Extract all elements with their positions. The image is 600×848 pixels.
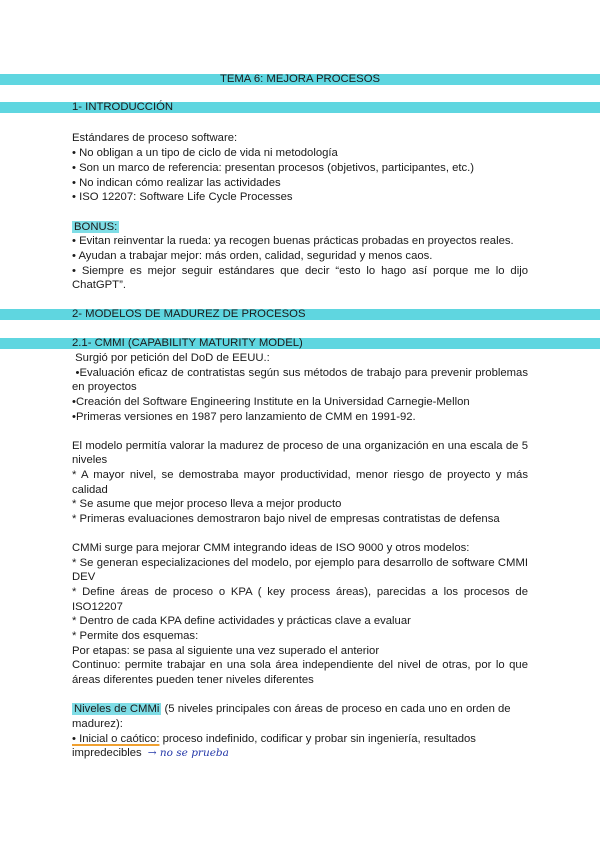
level1-label: • Inicial o caótico: (72, 733, 160, 745)
handwritten-note: → no se prueba (147, 747, 229, 759)
levels-description: (5 niveles principales con áreas de proceso en cada uno en orden de (161, 703, 511, 715)
bonus-label: BONUS: (74, 221, 118, 233)
model-line: El modelo permitía valorar la madurez de proceso de una organización en una escala de 5 (72, 440, 528, 452)
levels-line (72, 702, 528, 717)
cmmi-line: * Define áreas de proceso o KPA ( key process áreas), parecidas a los procesos de (72, 586, 528, 598)
cmmi-origin-line: •Creación del Software Engineering Institute en la Universidad Carnegie-Mellon (72, 396, 470, 408)
model-line: niveles (72, 454, 108, 466)
section1-bullet: • No obligan a un tipo de ciclo de vida ni metodología (72, 147, 338, 159)
document-title: TEMA 6: MEJORA PROCESOS (219, 73, 381, 85)
level1-line-2 (72, 746, 528, 761)
cmmi-origin-line: en proyectos (72, 381, 137, 393)
level1-line (72, 732, 528, 747)
section2-heading: 2- MODELOS DE MADUREZ DE PROCESOS (72, 308, 306, 320)
level1-continuation: impredecibles (72, 747, 142, 759)
cmmi-line: * Se generan especializaciones del modelo, por ejemplo para desarrollo de software CMMI (72, 557, 528, 569)
level1-description: proceso indefinido, codificar y probar sin ingeniería, resultados (159, 733, 476, 745)
cmmi-line: Por etapas: se pasa al siguiente una vez superado el anterior (72, 645, 380, 657)
bonus-bullet: • Evitan reinventar la rueda: ya recogen buenas prácticas probadas en proyectos reales. (72, 235, 514, 247)
model-line: * Se asume que mejor proceso lleva a mejor producto (72, 498, 342, 510)
bonus-line (72, 220, 528, 235)
section1-bullet: • No indican cómo realizar las actividades (72, 177, 281, 189)
section1-intro: Estándares de proceso software: (72, 132, 238, 144)
cmmi-line: Continuo: permite trabajar en una sola área independiente del nivel de otras, por lo que (72, 659, 528, 671)
bonus-bullet: • Ayudan a trabajar mejor: más orden, calidad, seguridad y menos caos. (72, 250, 433, 262)
cmmi-origin-line: •Primeras versiones en 1987 pero lanzamiento de CMM en 1991-92. (72, 411, 416, 423)
levels-line-2: madurez): (72, 718, 123, 730)
section1-heading: 1- INTRODUCCIÓN (72, 101, 174, 113)
model-line: * Primeras evaluaciones demostraron bajo nivel de empresas contratistas de defensa (72, 513, 500, 525)
section1-bullet: • ISO 12207: Software Life Cycle Processes (72, 191, 293, 203)
model-line: * A mayor nivel, se demostraba mayor productividad, menor riesgo de proyecto y más (72, 469, 528, 481)
cmmi-line: CMMi surge para mejorar CMM integrando ideas de ISO 9000 y otros modelos: (72, 542, 470, 554)
cmmi-origin-line: •Evaluación eficaz de contratistas según sus métodos de trabajo para prevenir problemas (72, 367, 528, 379)
cmmi-origin-line: Surgió por petición del DoD de EEUU.: (72, 352, 270, 364)
bonus-bullet: • Siempre es mejor seguir estándares que decir “esto lo hago así porque me lo dijo (72, 265, 528, 277)
cmmi-line: * Dentro de cada KPA define actividades y prácticas clave a evaluar (72, 615, 411, 627)
section1-bullet: • Son un marco de referencia: presentan procesos (objetivos, participantes, etc.) (72, 162, 475, 174)
bonus-bullet-continuation: ChatGPT”. (72, 279, 126, 291)
cmmi-line: ISO12207 (72, 601, 123, 613)
cmmi-line: DEV (72, 571, 96, 583)
subsection-heading: 2.1- CMMI (CAPABILITY MATURITY MODEL) (72, 337, 303, 349)
model-line: calidad (72, 484, 108, 496)
cmmi-line: * Permite dos esquemas: (72, 630, 199, 642)
cmmi-line: áreas diferentes pueden tener niveles diferentes (72, 674, 314, 686)
levels-label: Niveles de CMMi (74, 703, 160, 715)
